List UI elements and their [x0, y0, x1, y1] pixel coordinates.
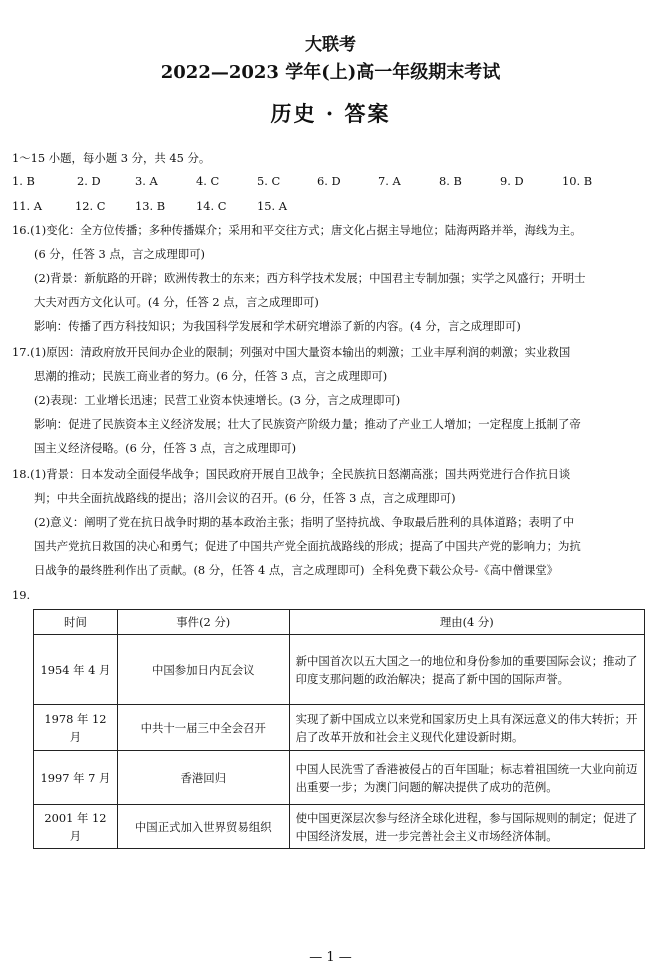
- table-row: [34, 805, 645, 849]
- mc-answer: 3. A: [135, 174, 158, 188]
- table-row: [34, 751, 645, 805]
- page-number: — 1 —: [309, 950, 352, 965]
- mc-answer: 9. D: [500, 174, 524, 188]
- cell-time: 1997 年 7 月: [34, 751, 118, 805]
- q16-line: 16.(1)变化：全方位传播；多种传播媒介；采用和平交往方式；唐文化占据主导地位；陆海两路并举，海线为主。: [12, 223, 582, 237]
- q19-answer-table: [33, 609, 645, 849]
- mc-answer: 10. B: [562, 174, 593, 188]
- exam-title: 2022—2023 学年(上)高一年级期末考试: [160, 62, 501, 83]
- mc-answer: 13. B: [135, 199, 166, 213]
- subject-title: 历史 · 答案: [270, 101, 391, 126]
- cell-reason: 实现了新中国成立以来党和国家历史上具有深远意义的伟大转折；开启了改革开放和社会主义现代化建设新时期。: [289, 705, 644, 751]
- mc-answer: 12. C: [75, 199, 106, 213]
- table-header-event: 事件(2 分): [117, 610, 289, 635]
- table-header-time: 时间: [34, 610, 118, 635]
- q17-line: (2)表现：工业增长迅速；民营工业资本快速增长。(3 分，言之成理即可): [34, 393, 401, 407]
- mc-answer: 8. B: [439, 174, 462, 188]
- table-header-row: [34, 610, 645, 635]
- table-row: [34, 705, 645, 751]
- cell-time: 2001 年 12 月: [34, 805, 118, 849]
- q17-line: 思潮的推动；民族工商业者的努力。(6 分，任答 3 点，言之成理即可): [34, 369, 388, 383]
- mc-answer: 4. C: [196, 174, 220, 188]
- q16-line: (2)背景：新航路的开辟；欧洲传教士的东来；西方科学技术发展；中国君主专制加强；实学之风盛行；开明士: [34, 271, 586, 285]
- cell-time: 1954 年 4 月: [34, 635, 118, 705]
- q17-line: 国主义经济侵略。(6 分，任答 3 点，言之成理即可): [34, 441, 297, 455]
- q16-line: (6 分，任答 3 点，言之成理即可): [34, 247, 205, 261]
- cell-event: 中共十一届三中全会召开: [117, 705, 289, 751]
- mc-answer: 11. A: [12, 199, 42, 213]
- mc-answer: 2. D: [77, 174, 101, 188]
- cell-reason: 新中国首次以五大国之一的地位和身份参加的重要国际会议；推动了印度支那问题的政治解决；提高了新中国的国际声誉。: [289, 635, 644, 705]
- q18-line: 18.(1)背景：日本发动全面侵华战争；国民政府开展自卫战争；全民族抗日怒潮高涨；国共两党进行合作抗日谈: [12, 467, 571, 481]
- cell-event: 香港回归: [117, 751, 289, 805]
- mc-answer: 1. B: [12, 174, 35, 188]
- q16-line: 影响：传播了西方科技知识；为我国科学发展和学术研究增添了新的内容。(4 分，言之成理即可): [34, 319, 521, 333]
- q17-line: 17.(1)原因：清政府放开民间办企业的限制；列强对中国大量资本输出的刺激；工业丰厚利润的刺激；实业救国: [12, 345, 571, 359]
- table-header-reason: 理由(4 分): [289, 610, 644, 635]
- cell-event: 中国参加日内瓦会议: [117, 635, 289, 705]
- mc-answer: 7. A: [378, 174, 401, 188]
- q18-line-text: 日战争的最终胜利作出了贡献。(8 分，任答 4 点，言之成理即可): [34, 563, 365, 577]
- q19-label: 19.: [12, 588, 31, 602]
- q18-line: 国共产党抗日救国的决心和勇气；促进了中国共产党全面抗战路线的形成；提高了中国共产党的影响力；为抗: [34, 539, 581, 553]
- mc-answer: 5. C: [257, 174, 281, 188]
- q16-line: 大夫对西方文化认可。(4 分，任答 2 点，言之成理即可): [34, 295, 319, 309]
- mc-answer: 15. A: [257, 199, 287, 213]
- table-row: [34, 635, 645, 705]
- q18-line: (2)意义：阐明了党在抗日战争时期的基本政治主张；指明了坚持抗战、争取最后胜利的具体道路；表明了中: [34, 515, 575, 529]
- cell-reason: 中国人民洗雪了香港被侵占的百年国耻；标志着祖国统一大业向前迈出重要一步；为澳门问题的解决提供了成功的范例。: [289, 751, 644, 805]
- promo-note: 全科免费下载公众号-《高中僧课堂》: [372, 563, 559, 577]
- cell-reason: 使中国更深层次参与经济全球化进程，参与国际规则的制定；促进了中国经济发展，进一步完善社会主义市场经济体制。: [289, 805, 644, 849]
- cell-time: 1978 年 12 月: [34, 705, 118, 751]
- cell-event: 中国正式加入世界贸易组织: [117, 805, 289, 849]
- q18-line: 判；中共全面抗战路线的提出；洛川会议的召开。(6 分，任答 3 点，言之成理即可): [34, 491, 456, 505]
- q17-line: 影响：促进了民族资本主义经济发展；壮大了民族资产阶级力量；推动了产业工人增加；一定程度上抵制了帝: [34, 417, 581, 431]
- mc-answer: 6. D: [317, 174, 341, 188]
- exam-org-title: 大联考: [305, 35, 356, 55]
- mc-answer: 14. C: [196, 199, 227, 213]
- mc-intro: 1～15 小题，每小题 3 分，共 45 分。: [12, 151, 211, 165]
- q18-line: [34, 562, 558, 578]
